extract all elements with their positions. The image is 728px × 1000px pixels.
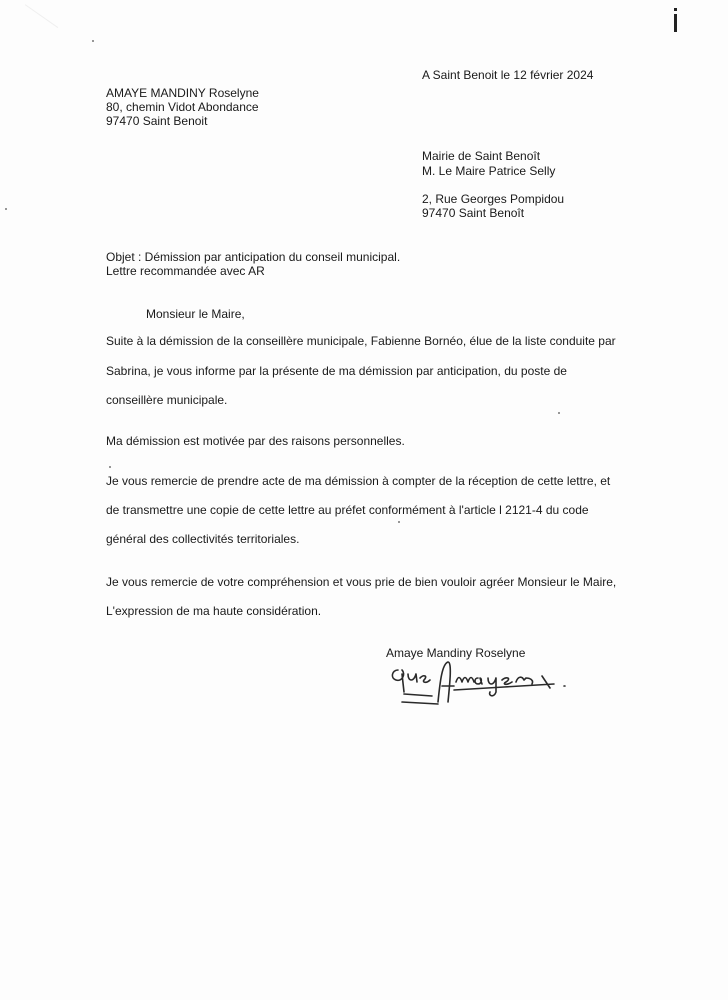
paragraph1-line2: Sabrina, je vous informe par la présente de ma démission par anticipation, du poste de [106,364,567,378]
salutation: Monsieur le Maire, [146,307,245,321]
subject-line2: Lettre recommandée avec AR [106,264,265,278]
scan-speck [558,412,560,414]
paragraph3-line1: Je vous remercie de prendre acte de ma démission à compter de la réception de cette lettre, et [106,474,611,488]
scan-speck [398,521,400,523]
paragraph3-line2: de transmettre une copie de cette lettre au préfet conformément à l'article l 2121-4 du code [106,503,589,517]
page-fold-mark [2,4,58,61]
sender-name: AMAYE MANDINY Roselyne [106,86,259,100]
subject-line1: Objet : Démission par anticipation du conseil municipal. [106,250,401,264]
scan-speck [92,40,94,42]
paragraph4-line2: L'expression de ma haute considération. [106,604,322,618]
paragraph4-line1: Je vous remercie de votre compréhension et vous prie de bien vouloir agréer Monsieur le Maire, [106,575,617,589]
handwritten-signature [384,652,584,712]
paragraph1-line1: Suite à la démission de la conseillère municipale, Fabienne Bornéo, élue de la liste conduite par [106,334,616,348]
recipient-line2: M. Le Maire Patrice Selly [422,164,556,178]
scan-speck [109,466,111,468]
date-line: A Saint Benoit le 12 février 2024 [422,68,594,82]
recipient-line1: Mairie de Saint Benoît [422,149,541,163]
paragraph1-line3: conseillère municipale. [106,393,228,407]
recipient-line3: 2, Rue Georges Pompidou [422,192,565,206]
paragraph2-line1: Ma démission est motivée par des raisons personnelles. [106,434,405,448]
page-mark-i [674,14,677,32]
signatory-name: Amaye Mandiny Roselyne [386,646,526,660]
sender-address-line1: 80, chemin Vidot Abondance [106,100,259,114]
sender-address-line2: 97470 Saint Benoit [106,114,208,128]
recipient-line4: 97470 Saint Benoît [422,206,525,220]
scan-speck [5,208,7,210]
paragraph3-line3: général des collectivités territoriales. [106,532,300,546]
